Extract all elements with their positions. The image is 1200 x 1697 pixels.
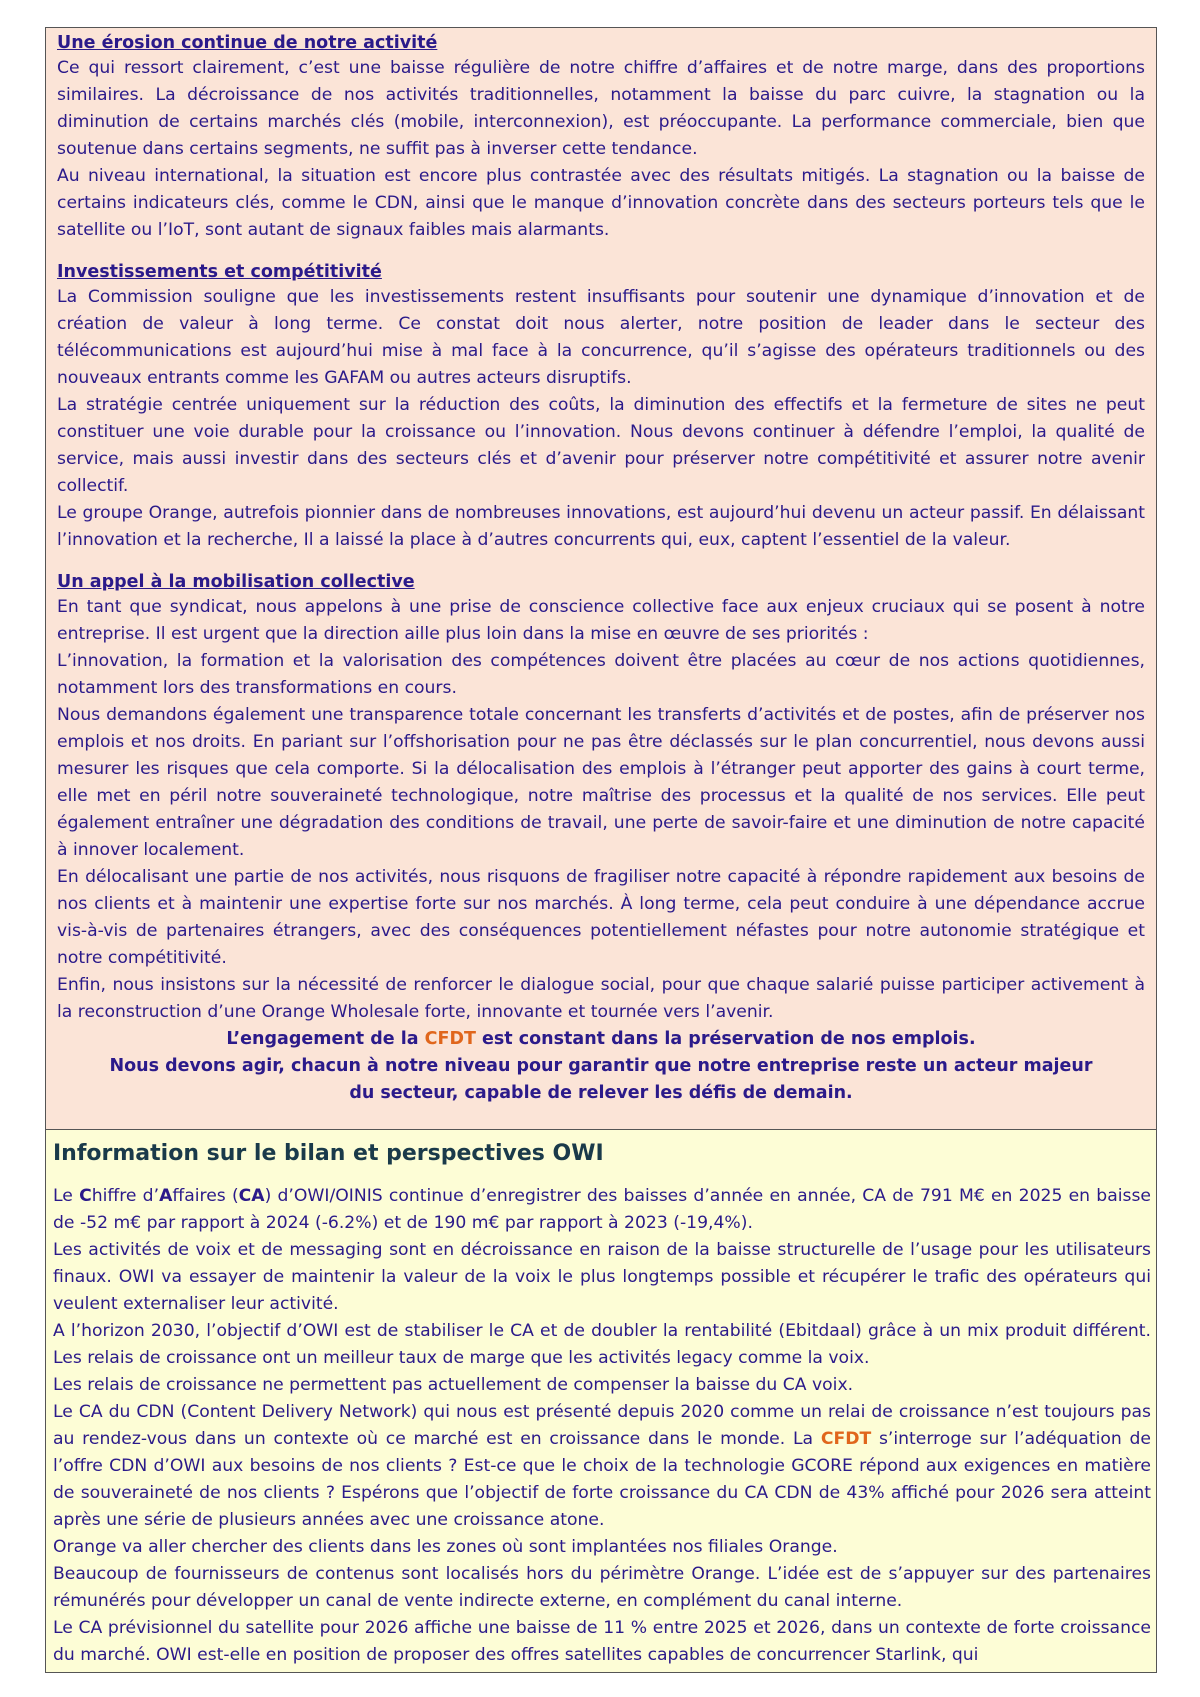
paragraph: Au niveau international, la situation est encore plus contrastée avec des résultats mitigés. La stagnation ou la baisse de certains indicateurs clés, comme le CDN, ainsi que le manque d’innovation concrète dans des secteurs porteurs tels que le satellite ou l’IoT, sont autant de signaux faibles mais alarmants.: [57, 166, 1145, 240]
paragraph: L’innovation, la formation et la valorisation des compétences doivent être placées au cœur de nos actions quotidiennes, notamment lors des transformations en cours.: [57, 651, 1145, 698]
paragraph: Orange va aller chercher des clients dans les zones où sont implantées nos filiales Orange.: [53, 1537, 838, 1557]
paragraph: Le CA du CDN (Content Delivery Network) qui nous est présenté depuis 2020 comme un relai de croissance n’est toujours pas au rendez-vous dans un contexte où ce marché est en croissance dans le monde. La CFDT s’interroge sur l’adéquation de l’offre CDN d’OWI aux besoins de nos clients ? Est-ce que le choix de la technologie GCORE répond aux exigences en matière de souveraineté de nos clients ? Espérons que l’objectif de forte croissance du CA CDN de 43% affiché pour 2026 sera atteint après une série de plusieurs années avec une croissance atone.: [53, 1402, 1151, 1530]
section-title-mobilisation: Un appel à la mobilisation collective: [57, 572, 415, 592]
cfdt-label: CFDT: [820, 1429, 872, 1449]
union-statement-box: [45, 27, 1157, 1129]
paragraph: En délocalisant une partie de nos activités, nous risquons de fragiliser notre capacité à répondre rapidement aux besoins de nos clients et à maintenir une expertise forte sur nos marchés. À long terme, cela peut conduire à une dépendance accrue vis-à-vis de partenaires étrangers, avec des conséquences potentiellement néfastes pour notre autonomie stratégique et notre compétitivité.: [57, 867, 1145, 968]
owi-section-title: Information sur le bilan et perspectives OWI: [53, 1141, 604, 1166]
paragraph: A l’horizon 2030, l’objectif d’OWI est de stabiliser le CA et de doubler la rentabilité (Ebitdaal) grâce à un mix produit différent. Les relais de croissance ont un meilleur taux de marge que les activités legacy comme la voix.: [53, 1321, 1151, 1368]
paragraph: Ce qui ressort clairement, c’est une baisse régulière de notre chiffre d’affaires et de notre marge, dans des proportions similaires. La décroissance de nos activités traditionnelles, notamment la baisse du parc cuivre, la stagnation ou la diminution de certains marchés clés (mobile, interconnexion), est préoccupante. La performance commerciale, bien que soutenue dans certains segments, ne suffit pas à inverser cette tendance.: [57, 58, 1145, 159]
paragraph: Le groupe Orange, autrefois pionnier dans de nombreuses innovations, est aujourd’hui devenu un acteur passif. En délaissant l’innovation et la recherche, Il a laissé la place à d’autres concurrents qui, eux, captent l’essentiel de la valeur.: [57, 503, 1145, 550]
paragraph: Le Chiffre d’Affaires (CA) d’OWI/OINIS continue d’enregistrer des baisses d’année en année, CA de 791 M€ en 2025 en baisse de -52 m€ par rapport à 2024 (-6.2%) et de 190 m€ par rapport à 2023 (-19,4%).: [53, 1186, 1151, 1233]
paragraph: La stratégie centrée uniquement sur la réduction des coûts, la diminution des effectifs et la fermeture de sites ne peut constituer une voie durable pour la croissance ou l’innovation. Nous devons continuer à défendre l’emploi, la qualité de service, mais aussi investir dans des secteurs clés et d’avenir pour préserver notre compétitivité et assurer notre avenir collectif.: [57, 395, 1145, 496]
paragraph: Le CA prévisionnel du satellite pour 2026 affiche une baisse de 11 % entre 2025 et 2026, dans un contexte de forte croissance du marché. OWI est-elle en position de proposer des offres satellites capables de concurrencer Starlink, qui: [53, 1618, 1151, 1665]
paragraph: La Commission souligne que les investissements restent insuffisants pour soutenir une dynamique d’innovation et de création de valeur à long terme. Ce constat doit nous alerter, notre position de leader dans le secteur des télécommunications est aujourd’hui mise à mal face à la concurrence, qu’il s’agisse des opérateurs traditionnels ou des nouveaux entrants comme les GAFAM ou autres acteurs disruptifs.: [57, 287, 1145, 388]
paragraph: Enfin, nous insistons sur la nécessité de renforcer le dialogue social, pour que chaque salarié puisse participer activement à la reconstruction d’une Orange Wholesale forte, innovante et tournée vers l’avenir.: [57, 975, 1145, 1022]
cfdt-label: CFDT: [424, 1029, 476, 1049]
closing-statement-2: Nous devons agir, chacun à notre niveau pour garantir que notre entreprise reste un acteur majeur du secteur, capable de relever les défis de demain.: [109, 1056, 1093, 1103]
closing-statement-1: L’engagement de la CFDT est constant dans la préservation de nos emplois.: [226, 1029, 976, 1049]
paragraph: En tant que syndicat, nous appelons à une prise de conscience collective face aux enjeux cruciaux qui se posent à notre entreprise. Il est urgent que la direction aille plus loin dans la mise en œuvre de ses priorités :: [57, 597, 1145, 644]
section-title-erosion: Une érosion continue de notre activité: [57, 33, 438, 53]
paragraph: Les activités de voix et de messaging sont en décroissance en raison de la baisse structurelle de l’usage pour les utilisateurs finaux. OWI va essayer de maintenir la valeur de la voix le plus longtemps possible et récupérer le trafic des opérateurs qui veulent externaliser leur activité.: [53, 1240, 1151, 1314]
paragraph: Les relais de croissance ne permettent pas actuellement de compenser la baisse du CA voix.: [53, 1375, 854, 1395]
section-title-investments: Investissements et compétitivité: [57, 262, 382, 282]
paragraph: Beaucoup de fournisseurs de contenus sont localisés hors du périmètre Orange. L’idée est de s’appuyer sur des partenaires rémunérés pour développer un canal de vente indirecte externe, en complément du canal interne.: [53, 1564, 1151, 1611]
paragraph: Nous demandons également une transparence totale concernant les transferts d’activités et de postes, afin de préserver nos emplois et nos droits. En pariant sur l’offshorisation pour ne pas être déclassés sur le plan concurrentiel, nous devons aussi mesurer les risques que cela comporte. Si la délocalisation des emplois à l’étranger peut apporter des gains à court terme, elle met en péril notre souveraineté technologique, notre maîtrise des processus et la qualité de nos services. Elle peut également entraîner une dégradation des conditions de travail, une perte de savoir-faire et une diminution de notre capacité à innover localement.: [57, 705, 1145, 860]
owi-info-box: [45, 1129, 1157, 1673]
